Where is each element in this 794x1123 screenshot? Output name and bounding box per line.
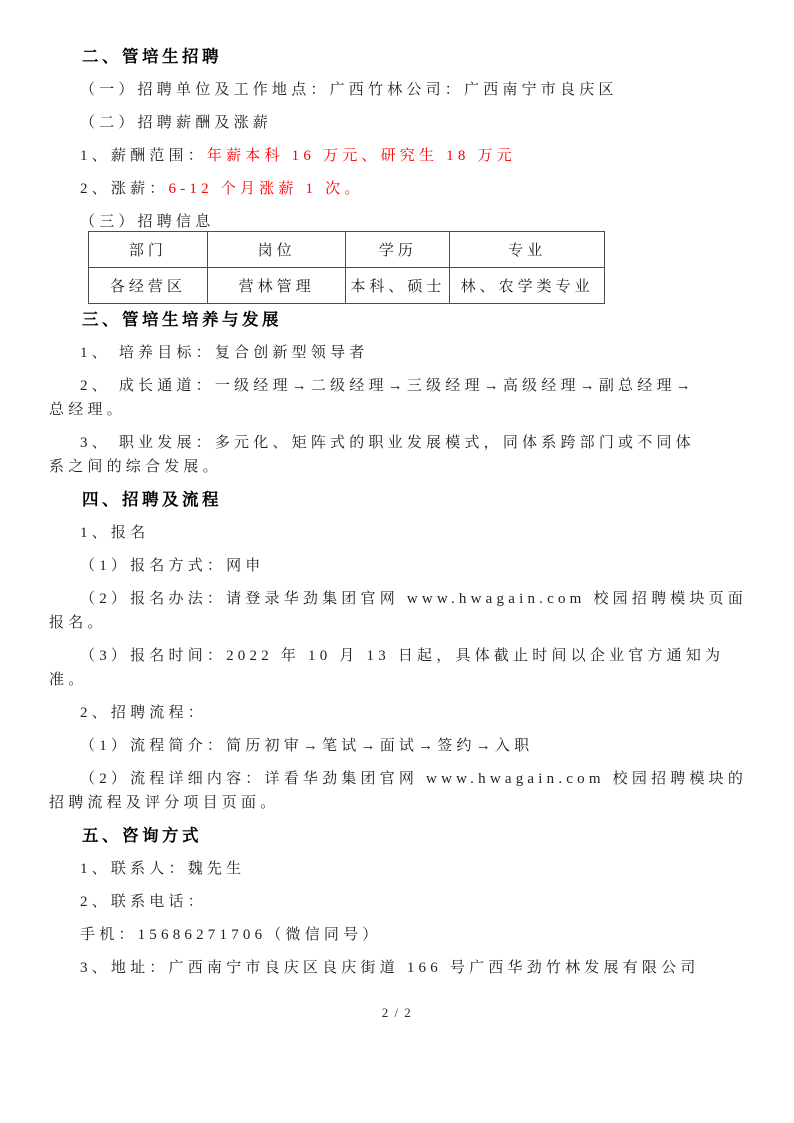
text-run: 3、地址：广西南宁市良庆区良庆街道 166 号广西华劲竹林发展有限公司 <box>80 960 700 976</box>
paragraph-line <box>49 398 739 422</box>
paragraph <box>49 111 739 135</box>
text-run: 1、 培养目标：复合创新型领导者 <box>80 345 369 361</box>
paragraph-line <box>49 701 739 725</box>
text-run: 2、联系电话： <box>80 894 207 910</box>
red-text-run: 6-12 个月涨薪 1 次。 <box>168 181 364 197</box>
paragraph-line <box>49 374 739 398</box>
text-run: （二）招聘薪酬及涨薪 <box>80 115 273 131</box>
paragraph <box>49 144 739 168</box>
text-run: （1）报名方式：网申 <box>80 558 265 574</box>
paragraph <box>49 587 748 635</box>
text-run: （2）报名办法：请登录华劲集团官网 www.hwagain.com 校园招聘模块页面 <box>80 591 748 607</box>
paragraph-line <box>49 857 739 881</box>
paragraph-line <box>49 431 739 455</box>
table-row <box>89 268 605 304</box>
paragraph-line <box>49 767 748 791</box>
paragraph-line <box>49 554 739 578</box>
paragraph <box>49 734 739 758</box>
paragraph-line <box>49 923 739 947</box>
document-content <box>49 45 748 989</box>
paragraph-line <box>49 644 739 668</box>
paragraph <box>49 890 739 914</box>
paragraph-line <box>49 890 739 914</box>
table-cell: 本科、硕士 <box>346 268 450 304</box>
text-run: （一）招聘单位及工作地点：广西竹林公司：广西南宁市良庆区 <box>80 82 618 98</box>
text-run: 2、 成长通道：一级经理→二级经理→三级经理→高级经理→副总经理→ <box>80 378 695 394</box>
text-run: 3、 职业发展：多元化、矩阵式的职业发展模式，同体系跨部门或不同体 <box>80 435 695 451</box>
paragraph <box>49 701 739 725</box>
text-run: 招聘流程及评分项目页面。 <box>49 795 280 811</box>
paragraph <box>49 374 739 422</box>
table-header-cell: 岗位 <box>207 232 346 268</box>
paragraph-line <box>49 144 739 168</box>
paragraph <box>49 341 739 365</box>
paragraph <box>49 78 739 102</box>
text-run: （三）招聘信息 <box>80 214 215 230</box>
text-run: 准。 <box>49 672 88 688</box>
table-cell: 林、农学类专业 <box>450 268 605 304</box>
text-run: （1）流程简介：简历初审→笔试→面试→签约→入职 <box>80 738 534 754</box>
paragraph-line <box>49 78 739 102</box>
page-number: 2 / 2 <box>381 1005 413 1020</box>
paragraph <box>49 956 739 980</box>
section-heading: 五、咨询方式 <box>82 827 202 845</box>
paragraph-line <box>49 734 739 758</box>
table-header-cell: 部门 <box>89 232 208 268</box>
table-header-row <box>89 232 605 268</box>
paragraph <box>49 767 748 815</box>
paragraph-line <box>49 341 739 365</box>
text-run: 1、薪酬范围： <box>80 148 207 164</box>
paragraph <box>49 177 739 201</box>
text-run: 总经理。 <box>49 402 126 418</box>
paragraph-line <box>49 668 739 692</box>
text-run: （3）报名时间：2022 年 10 月 13 日起，具体截止时间以企业官方通知为 <box>80 648 725 664</box>
text-run: 报名。 <box>49 615 107 631</box>
paragraph-line <box>49 611 739 635</box>
paragraph <box>49 554 739 578</box>
section-heading: 三、管培生培养与发展 <box>82 311 282 329</box>
paragraph <box>49 923 739 947</box>
recruitment-info-table <box>88 231 605 304</box>
paragraph-line <box>49 177 739 201</box>
paragraph <box>49 431 739 479</box>
text-run: （2）流程详细内容：详看华劲集团官网 www.hwagain.com 校园招聘模块的 <box>80 771 748 787</box>
section-heading: 四、招聘及流程 <box>82 491 222 509</box>
paragraph-line <box>49 791 739 815</box>
paragraph <box>49 857 739 881</box>
text-run: 1、报名 <box>80 525 150 541</box>
paragraph-line <box>49 111 739 135</box>
table-header-cell: 专业 <box>450 232 605 268</box>
text-run: 2、招聘流程： <box>80 705 207 721</box>
text-run: 1、联系人：魏先生 <box>80 861 246 877</box>
paragraph-line <box>49 521 739 545</box>
paragraph-line <box>49 956 739 980</box>
paragraph-line <box>49 455 739 479</box>
red-text-run: 年薪本科 16 万元、研究生 18 万元 <box>206 148 516 164</box>
section-heading: 二、管培生招聘 <box>82 48 222 66</box>
table-cell: 各经营区 <box>89 268 208 304</box>
text-run: 2、涨薪： <box>80 181 169 197</box>
text-run: 手机：15686271706（微信同号） <box>80 927 382 943</box>
paragraph <box>49 521 739 545</box>
paragraph-line <box>49 587 748 611</box>
table-cell: 营林管理 <box>207 268 346 304</box>
text-run: 系之间的综合发展。 <box>49 459 222 475</box>
paragraph <box>49 644 739 692</box>
table-header-cell: 学历 <box>346 232 450 268</box>
